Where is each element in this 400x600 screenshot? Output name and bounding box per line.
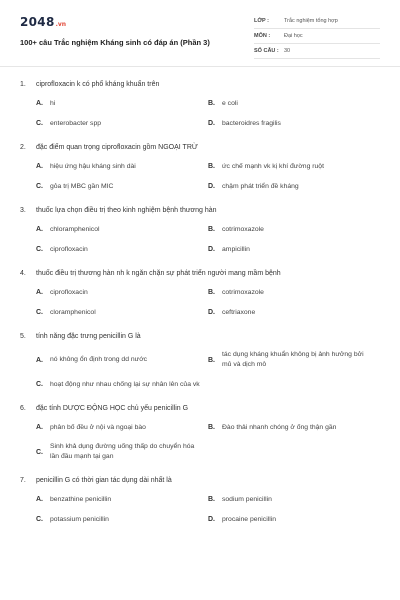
option-text: ciprofloxacin: [50, 245, 88, 253]
option-letter: C.: [36, 183, 43, 190]
option-letter: A.: [36, 356, 43, 364]
option-letter: B.: [208, 100, 215, 107]
question-item: [20, 80, 382, 129]
meta-key: LỚP :: [254, 18, 269, 24]
answer-option[interactable]: [208, 307, 380, 318]
question-number: 4.: [20, 270, 26, 277]
option-text: hi: [50, 99, 56, 107]
question-list: [0, 66, 400, 525]
option-text: ciprofloxacin: [50, 288, 88, 296]
answer-option[interactable]: [36, 307, 208, 318]
question-text: tính năng đặc trưng penicillin G là: [36, 333, 141, 340]
answer-option[interactable]: [36, 379, 208, 390]
answer-option[interactable]: [36, 422, 208, 433]
option-letter: A.: [36, 289, 43, 296]
meta-row-subject: [254, 29, 380, 44]
answer-option[interactable]: [208, 161, 380, 172]
option-letter: A.: [36, 424, 43, 431]
question-text: ciprofloxacin k có phổ kháng khuẩn trên: [36, 81, 160, 88]
option-letter: B.: [208, 163, 215, 170]
option-letter: B.: [208, 289, 215, 296]
option-text: ức chế mạnh vk kị khí đường ruột: [222, 162, 324, 170]
question-item: [20, 269, 382, 318]
option-text: Đào thải nhanh chóng ở ống thận gần: [222, 423, 337, 431]
option-letter: D.: [208, 183, 215, 190]
option-letter: A.: [36, 226, 43, 233]
option-letter: C.: [36, 381, 43, 388]
meta-value: 30: [284, 48, 291, 54]
option-letter: C.: [36, 309, 43, 316]
option-letter: A.: [36, 100, 43, 107]
answer-option[interactable]: [208, 181, 380, 192]
question-item: [20, 143, 382, 192]
option-text: cotrimoxazole: [222, 288, 264, 296]
answer-option[interactable]: [36, 514, 208, 525]
option-letter: B.: [208, 424, 215, 431]
question-number: 2.: [20, 144, 26, 151]
question-text: thuốc lựa chọn điều trị theo kinh nghiệm bệnh thương hàn: [36, 207, 217, 214]
page-title: 100+ câu Trắc nghiệm Kháng sinh có đáp án (Phần 3): [20, 38, 210, 47]
question-text: đặc tính DƯỢC ĐỘNG HỌC chủ yếu penicillin G: [36, 405, 189, 412]
option-text: hoạt động như nhau chống lại sự nhân lên của vk: [50, 380, 200, 388]
answer-option[interactable]: [208, 514, 380, 525]
answer-option[interactable]: [36, 181, 208, 192]
question-text: đặc điểm quan trọng ciprofloxacin gồm NGOẠI TRỪ: [36, 144, 198, 151]
answer-option[interactable]: [208, 350, 380, 370]
answer-option[interactable]: [36, 350, 208, 370]
answer-option[interactable]: [36, 287, 208, 298]
option-letter: D.: [208, 246, 215, 253]
option-letter: C.: [36, 448, 43, 456]
answer-option[interactable]: [208, 118, 380, 129]
question-text: penicillin G có thời gian tác dụng dài nhất là: [36, 477, 172, 484]
answer-option[interactable]: [36, 118, 208, 129]
answer-option[interactable]: [208, 224, 380, 235]
meta-key: MÔN :: [254, 33, 271, 39]
question-number: 1.: [20, 81, 26, 88]
question-item: [20, 332, 382, 390]
header-divider: [0, 66, 400, 67]
option-text: Sinh khả dụng đường uống thấp do chuyển hóa lần đầu mạnh tại gan: [50, 443, 195, 460]
answer-option[interactable]: [208, 244, 380, 255]
question-item: [20, 404, 382, 462]
page-header: [0, 0, 400, 66]
answer-option[interactable]: [208, 287, 380, 298]
option-text: potassium penicillin: [50, 515, 109, 523]
option-text: ampicillin: [222, 245, 250, 253]
question-number: 5.: [20, 333, 26, 340]
question-item: [20, 206, 382, 255]
option-letter: C.: [36, 246, 43, 253]
option-text: benzathine penicillin: [50, 495, 112, 503]
option-text: enterobacter spp: [50, 119, 102, 127]
option-letter: D.: [208, 120, 215, 127]
logo-main: 2048: [20, 15, 55, 29]
meta-value: Trắc nghiệm tổng hợp: [284, 18, 338, 24]
option-text: cloramphenicol: [50, 308, 96, 316]
option-letter: C.: [36, 516, 43, 523]
option-letter: A.: [36, 496, 43, 503]
option-letter: B.: [208, 356, 215, 364]
option-text: hiệu ứng hậu kháng sinh dài: [50, 162, 136, 170]
answer-option[interactable]: [36, 224, 208, 235]
answer-option[interactable]: [36, 494, 208, 505]
option-text: e coli: [222, 99, 238, 107]
option-letter: C.: [36, 120, 43, 127]
meta-key: SỐ CÂU :: [254, 48, 279, 54]
option-text: sodium penicillin: [222, 495, 272, 503]
option-text: procaine penicillin: [222, 515, 277, 523]
option-letter: A.: [36, 163, 43, 170]
question-number: 3.: [20, 207, 26, 214]
option-text: chậm phát triển đề kháng: [222, 182, 299, 190]
answer-option[interactable]: [208, 494, 380, 505]
option-text: nó không ổn định trong dd nước: [50, 356, 148, 363]
meta-panel: [254, 14, 380, 59]
answer-option[interactable]: [208, 98, 380, 109]
answer-option[interactable]: [36, 161, 208, 172]
option-text: gỏa trị MBC gần MIC: [50, 182, 114, 190]
option-text: tác dụng kháng khuẩn không bị ảnh hưởng bởi mủ và dịch mô: [222, 351, 364, 368]
option-text: phân bố đều ở nội và ngoại bào: [50, 423, 146, 431]
option-text: bacteroidres fragilis: [222, 119, 281, 127]
option-letter: B.: [208, 226, 215, 233]
option-letter: B.: [208, 496, 215, 503]
option-text: cotrimoxazole: [222, 225, 264, 233]
answer-option[interactable]: [36, 98, 208, 109]
meta-value: Đại học: [284, 33, 303, 39]
meta-row-class: [254, 14, 380, 29]
logo-sub: .vn: [55, 21, 67, 28]
meta-row-count: [254, 44, 380, 59]
answer-option[interactable]: [208, 422, 380, 433]
answer-option[interactable]: [36, 244, 208, 255]
question-number: 6.: [20, 405, 26, 412]
option-text: ceftriaxone: [222, 308, 256, 316]
answer-option[interactable]: [36, 442, 208, 462]
option-letter: D.: [208, 516, 215, 523]
question-text: thuốc điều trị thương hàn nh k ngăn chặn sự phát triển người mang mầm bệnh: [36, 270, 281, 277]
option-letter: D.: [208, 309, 215, 316]
question-number: 7.: [20, 477, 26, 484]
question-item: [20, 476, 382, 525]
option-text: chloramphenicol: [50, 225, 100, 233]
